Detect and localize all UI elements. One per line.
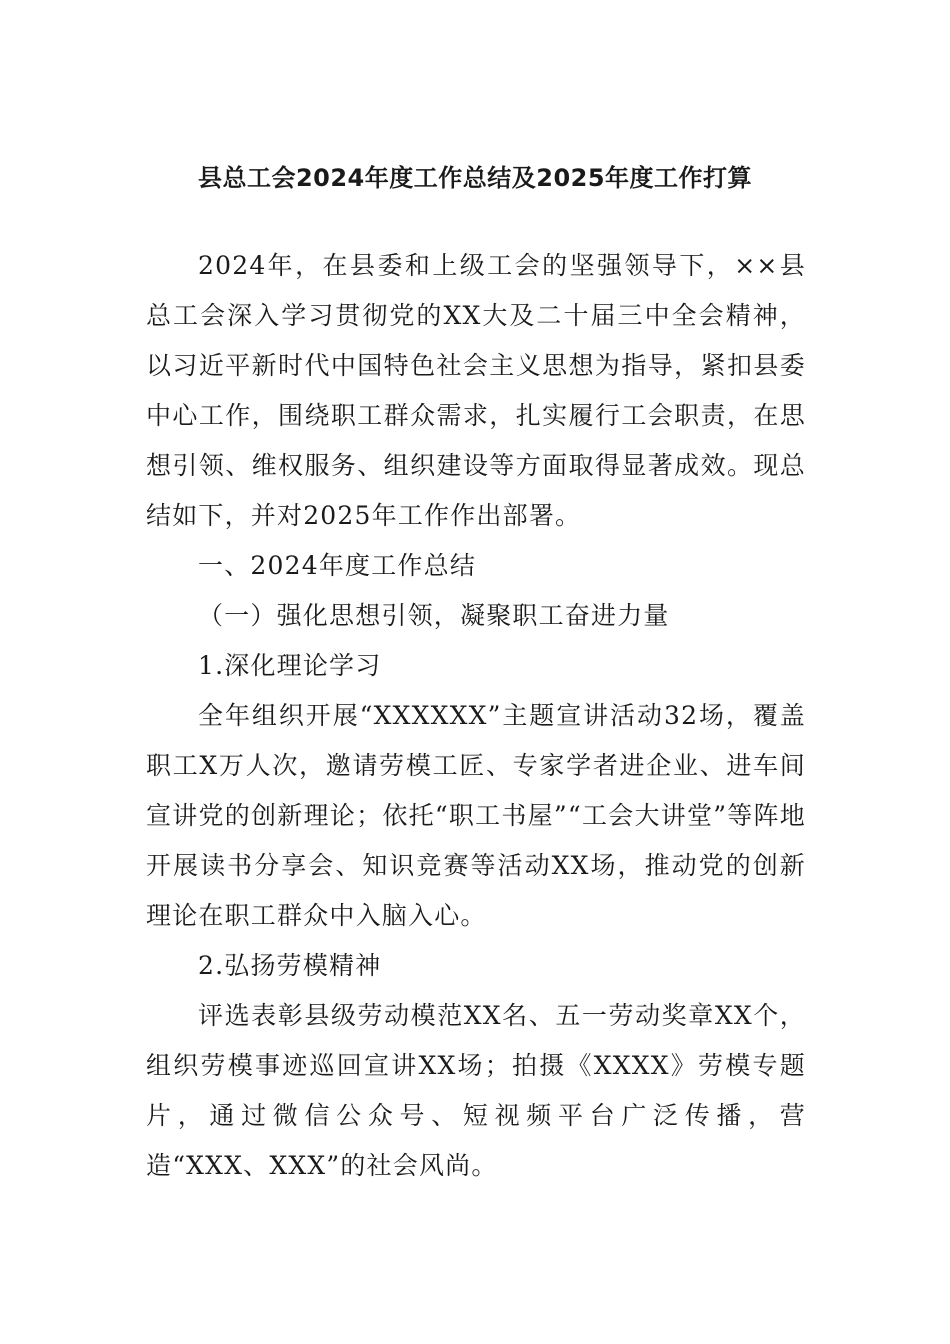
item-heading-2: 2.弘扬劳模精神 (198, 951, 382, 980)
item-heading-1: 1.深化理论学习 (198, 651, 382, 680)
document-body (146, 241, 806, 1191)
intro-paragraph: 2024年，在县委和上级工会的坚强领导下，××县总工会深入学习贯彻党的XX大及二十届三中全会精神，以习近平新时代中国特色社会主义思想为指导，紧扣县委中心工作，围绕职工群众需求，扎实履行工会职责，在思想引领、维权服务、组织建设等方面取得显著成效。现总结如下，并对2025年工作作出部署。 (146, 251, 806, 530)
section-heading-1: 一、2024年度工作总结 (198, 551, 477, 580)
document-title: 县总工会2024年度工作总结及2025年度工作打算 (197, 164, 753, 192)
subsection-heading-1: （一）强化思想引领，凝聚职工奋进力量 (198, 601, 670, 630)
item-paragraph-2: 评选表彰县级劳动模范XX名、五一劳动奖章XX个，组织劳模事迹巡回宣讲XX场；拍摄《XXXX》劳模专题片，通过微信公众号、短视频平台广泛传播，营造“XXX、XXX”的社会风尚。 (146, 1001, 806, 1180)
item-paragraph-1: 全年组织开展“XXXXXX”主题宣讲活动32场，覆盖职工X万人次，邀请劳模工匠、专家学者进企业、进车间宣讲党的创新理论；依托“职工书屋”“工会大讲堂”等阵地开展读书分享会、知识竞赛等活动XX场，推动党的创新理论在职工群众中入脑入心。 (146, 701, 806, 930)
